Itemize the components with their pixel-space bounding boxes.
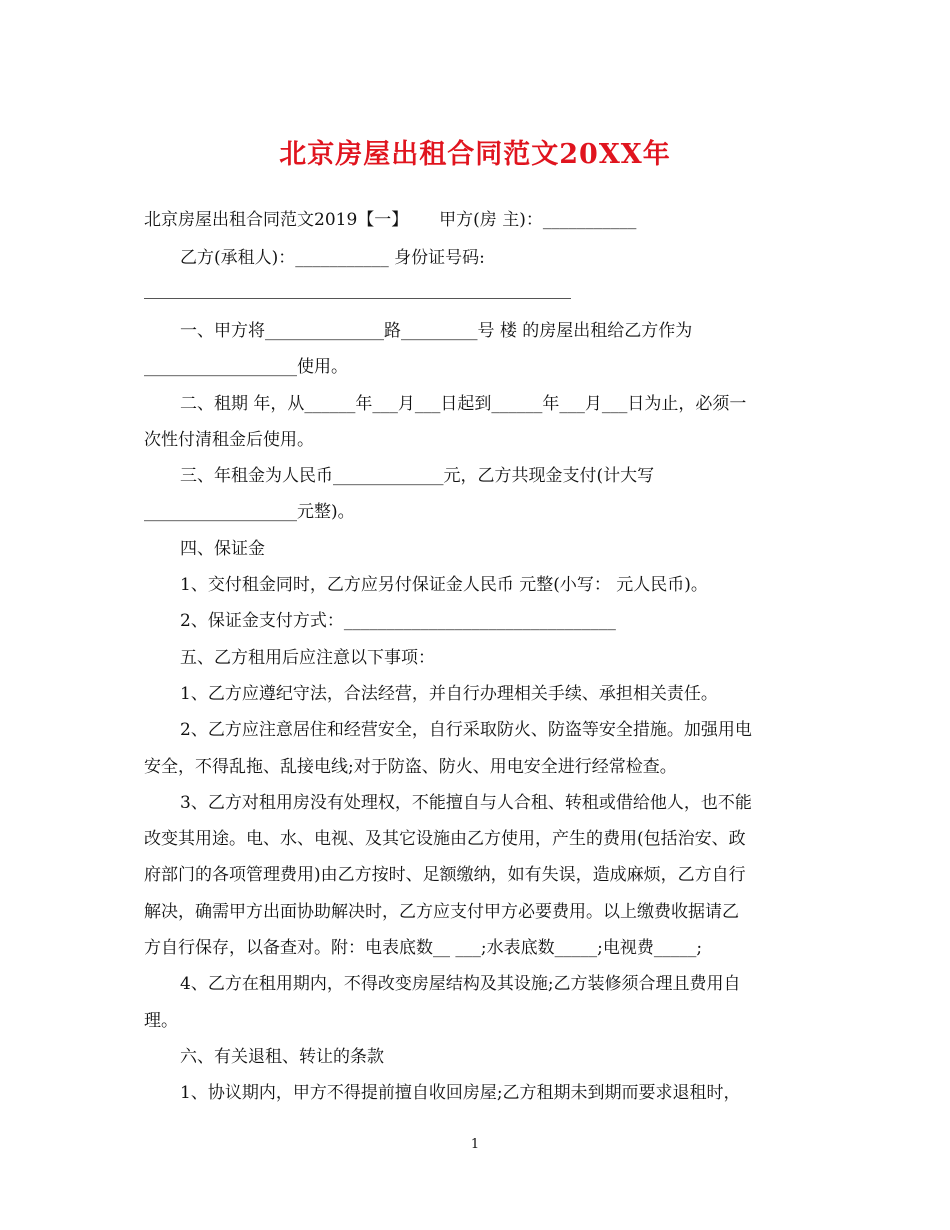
document-title: 北京房屋出租合同范文20XX年	[279, 139, 671, 170]
text-line: __________________元整)。	[144, 502, 355, 522]
page-number: 1	[470, 1137, 480, 1152]
text-line: 府部门的各项管理费用)由乙方按时、足额缴纳，如有失误，造成麻烦，乙方自行	[144, 865, 746, 885]
section-heading: 五、乙方租用后应注意以下事项：	[180, 648, 435, 668]
text-line: 解决，确需甲方出面协助解决时，乙方应支付甲方必要费用。以上缴费收据请乙	[144, 902, 739, 922]
blank-underline	[144, 298, 571, 299]
text-line: 3、乙方对租用房没有处理权，不能擅自与人合租、转租或借给他人，也不能	[180, 793, 752, 813]
text-line: 三、年租金为人民币_____________元，乙方共现金支付(计大写	[180, 466, 655, 486]
text-line: 2、乙方应注意居住和经营安全，自行采取防火、防盗等安全措施。加强用电	[180, 720, 752, 740]
text-line: 次性付清租金后使用。	[144, 430, 314, 450]
text-line: 北京房屋出租合同范文2019【一】 甲方(房 主)：___________	[144, 210, 637, 230]
text-line: 乙方(承租人)：___________ 身份证号码:	[180, 248, 485, 268]
text-line: 方自行保存，以备查对。附：电表底数__ ___;水表底数_____;电视费_____;	[144, 938, 703, 958]
text-line: 安全，不得乱拖、乱接电线;对于防盗、防火、用电安全进行经常检查。	[144, 757, 677, 777]
section-heading: 六、有关退租、转让的条款	[180, 1047, 384, 1067]
text-line: 4、乙方在租用期内，不得改变房屋结构及其设施;乙方装修须合理且费用自	[180, 974, 741, 994]
section-heading: 四、保证金	[180, 539, 265, 559]
text-line: 2、保证金支付方式：________________________________	[180, 611, 616, 631]
text-line: 一、甲方将______________路_________号 楼 的房屋出租给乙方作为	[180, 321, 693, 341]
text-line: 改变其用途。电、水、电视、及其它设施由乙方使用，产生的费用(包括治安、政	[144, 829, 746, 849]
text-line: 1、交付租金同时，乙方应另付保证金人民币 元整(小写： 元人民币)。	[180, 575, 708, 595]
text-line: __________________使用。	[144, 357, 348, 377]
text-line: 1、乙方应遵纪守法，合法经营，并自行办理相关手续、承担相关责任。	[180, 684, 718, 704]
text-line: 1、协议期内，甲方不得提前擅自收回房屋;乙方租期未到期而要求退租时，	[180, 1083, 741, 1103]
text-line: 理。	[144, 1011, 178, 1031]
text-line: 二、租期 年，从______年___月___日起到______年___月___日为止，必须一	[180, 394, 747, 414]
